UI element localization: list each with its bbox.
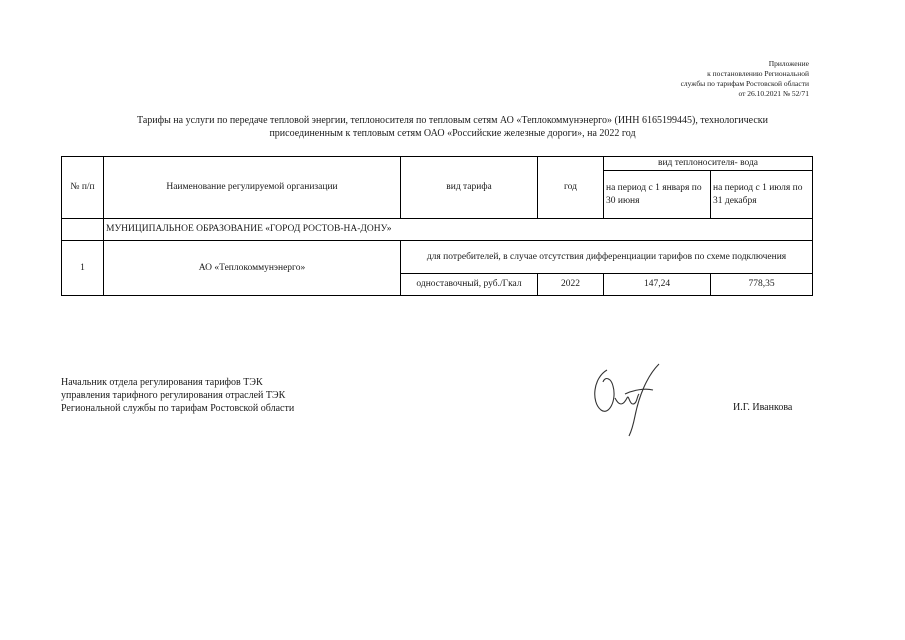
appendix-line: от 26.10.2021 № 52/71 bbox=[738, 89, 809, 98]
position-line: Начальник отдела регулирования тарифов ТЭК bbox=[61, 377, 263, 388]
row-year: 2022 bbox=[538, 274, 604, 296]
row-num: 1 bbox=[62, 241, 104, 296]
header-num: № п/п bbox=[62, 157, 104, 219]
header-year: год bbox=[538, 157, 604, 219]
appendix-line: службы по тарифам Ростовской области bbox=[680, 79, 809, 88]
document-title bbox=[90, 114, 815, 140]
position-line: управления тарифного регулирования отраслей ТЭК bbox=[61, 390, 286, 401]
signer-name: И.Г. Иванкова bbox=[733, 402, 793, 413]
header-carrier: вид теплоносителя- вода bbox=[604, 157, 813, 171]
empty-cell bbox=[62, 219, 104, 241]
position-line: Региональной службы по тарифам Ростовской области bbox=[61, 403, 295, 414]
header-period-1: на период с 1 января по 30 июня bbox=[604, 171, 711, 219]
header-period-2: на период с 1 июля по 31 декабря bbox=[711, 171, 813, 219]
row-org: АО «Теплокоммунэнерго» bbox=[104, 241, 401, 296]
header-tariff-type: вид тарифа bbox=[401, 157, 538, 219]
title-line: Тарифы на услуги по передаче тепловой энергии, теплоносителя по тепловым сетям АО «Теплокоммунэнерго» (ИНН 6165199445), технологически bbox=[136, 115, 769, 126]
signatory-position bbox=[61, 376, 294, 415]
appendix-header bbox=[681, 59, 809, 99]
title-line: присоединенным к тепловым сетям ОАО «Российские железные дороги», на 2022 год bbox=[269, 128, 636, 139]
municipality-row: МУНИЦИПАЛЬНОЕ ОБРАЗОВАНИЕ «ГОРОД РОСТОВ-НА-ДОНУ» bbox=[104, 219, 813, 241]
tariff-table bbox=[61, 156, 813, 296]
row-tariff-type: одноставочный, руб./Гкал bbox=[401, 274, 538, 296]
appendix-line: Приложение bbox=[768, 59, 809, 68]
row-value-1: 147,24 bbox=[604, 274, 711, 296]
appendix-line: к постановлению Региональной bbox=[707, 69, 809, 78]
handwritten-signature bbox=[585, 360, 665, 440]
row-value-2: 778,35 bbox=[711, 274, 813, 296]
header-org: Наименование регулируемой организации bbox=[104, 157, 401, 219]
consumers-note: для потребителей, в случае отсутствия дифференциации тарифов по схеме подключения bbox=[401, 241, 813, 274]
